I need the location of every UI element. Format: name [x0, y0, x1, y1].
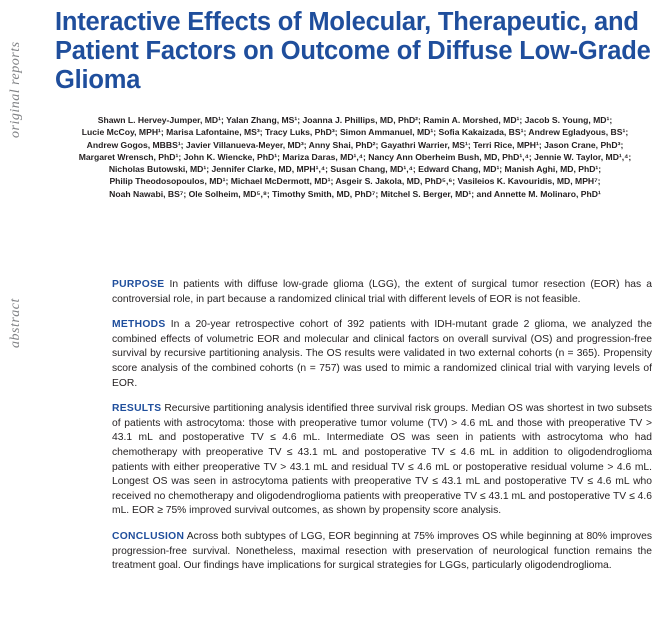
- abstract-section-purpose: [112, 278, 652, 307]
- abstract-heading-results: RESULTS: [112, 403, 162, 415]
- author-line: Noah Nawabi, BS⁷; Ole Solheim, MD⁵,⁸; Timothy Smith, MD, PhD⁷; Mitchel S. Berger, MD¹; and Annette M. Molinaro, PhD¹: [109, 188, 601, 199]
- abstract-heading-conclusion: CONCLUSION: [112, 530, 185, 542]
- abstract-text-methods: In a 20-year retrospective cohort of 392 patients with IDH-mutant grade 2 glioma, we analyzed the combined effects of volumetric EOR and molecular and clinical factors on overall survival (OS) and progression-free survival by recursive partitioning analysis. The OS results were validated in two external cohorts (n = 365). Propensity score analysis of the combined cohorts (n = 757) was used to mimic a randomized clinical trial with varying levels of EOR.: [112, 319, 652, 389]
- abstract-text-results: Recursive partitioning analysis identified three survival risk groups. Median OS was shortest in two subsets of patients with astrocytoma: those with preoperative tumor volume (TV) > 4.6 mL and those with preoperative TV > 43.1 mL and postoperative TV ≤ 4.6 mL. Intermediate OS was seen in patients with astrocytoma who had chemotherapy with preoperative TV ≤ 43.1 mL and postoperative TV ≤ 4.6 mL in addition to oligodendroglioma patients with either preoperative TV > 43.1 mL and residual TV ≤ 4.6 mL or postoperative residual volume > 4.6 mL. Longest OS was seen in astrocytoma patients with preoperative TV ≤ 43.1 mL and postoperative TV ≤ 4.6 mL who received no chemotherapy and oligodendroglioma patients with preoperative TV ≤ 43.1 mL and postoperative TV ≤ 4.6 mL. EOR ≥ 75% improved survival outcomes, as shown by propensity score analysis.: [112, 403, 652, 517]
- abstract-heading-methods: METHODS: [112, 319, 166, 331]
- abstract-block: [112, 278, 652, 574]
- side-label-abstract: abstract: [8, 298, 23, 348]
- author-line: Shawn L. Hervey-Jumper, MD¹; Yalan Zhang, MS¹; Joanna J. Phillips, MD, PhD²; Ramin A. Morshed, MD¹; Jacob S. Young, MD¹;: [97, 115, 613, 125]
- author-list: [55, 114, 655, 200]
- page-title: Interactive Effects of Molecular, Therapeutic, and Patient Factors on Outcome of Diffuse Low-Grade Glioma: [55, 8, 651, 94]
- abstract-section-results: [112, 402, 652, 519]
- side-label-original-reports: original reports: [8, 41, 23, 138]
- author-line: Andrew Gogos, MBBS¹; Javier Villanueva-Meyer, MD³; Anny Shai, PhD²; Gayathri Warrier, MS¹; Terri Rice, MPH¹; Jason Crane, PhD³;: [86, 139, 624, 150]
- abstract-text-conclusion: Across both subtypes of LGG, EOR beginning at 75% improves OS while beginning at 80% improves progression-free survival. Nonetheless, maximal resection with preservation of neurological function remains the treatment goal. Our findings have implications for surgical strategies for LGGs, particularly oligodendroglioma.: [112, 530, 652, 572]
- author-line: Margaret Wrensch, PhD¹; John K. Wiencke, PhD¹; Mariza Daras, MD¹,⁴; Nancy Ann Oberheim Bush, MD, PhD¹,⁴; Jennie W. Taylor, MD¹,⁴;: [78, 151, 632, 162]
- abstract-section-methods: [112, 318, 652, 391]
- author-line: Lucie McCoy, MPH¹; Marisa Lafontaine, MS³; Tracy Luks, PhD³; Simon Ammanuel, MD¹; Sofia Kakaizada, BS¹; Andrew Egladyous, BS¹;: [81, 127, 629, 138]
- abstract-heading-purpose: PURPOSE: [112, 279, 165, 290]
- author-line: Philip Theodosopoulos, MD¹; Michael McDermott, MD¹; Asgeir S. Jakola, MD, PhD⁵,⁶; Vasileios K. Kavouridis, MD, MPH⁷;: [109, 176, 601, 187]
- abstract-section-conclusion: [112, 530, 652, 574]
- abstract-text-purpose: In patients with diffuse low-grade glioma (LGG), the extent of surgical tumor resection (EOR) has a controversial role, in part because a randomized clinical trial with different levels of EOR is not feasible.: [112, 279, 652, 305]
- author-line: Nicholas Butowski, MD¹; Jennifer Clarke, MD, MPH¹,⁴; Susan Chang, MD¹,⁴; Edward Chang, MD¹; Manish Aghi, MD, PhD¹;: [108, 164, 602, 175]
